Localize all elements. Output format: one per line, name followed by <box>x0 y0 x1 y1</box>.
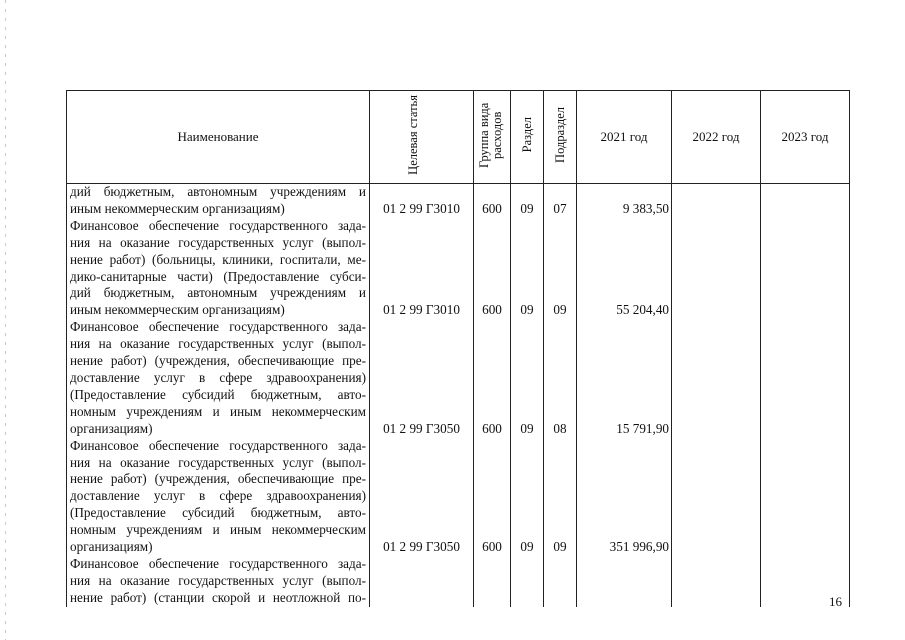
target-article-cell <box>370 573 474 590</box>
name-cell: (Предоставление субсидий бюджетным, авто- <box>67 387 370 404</box>
expense-group-cell <box>474 218 511 235</box>
table-row <box>67 269 850 286</box>
expense-group-cell <box>474 556 511 573</box>
year-2023-cell <box>761 370 850 387</box>
year-2021-cell <box>577 269 672 286</box>
expense-group-cell <box>474 252 511 269</box>
year-2022-cell <box>672 539 761 556</box>
subsection-cell: 08 <box>544 421 577 438</box>
year-2022-cell <box>672 184 761 201</box>
header-year-2021: 2021 год <box>577 91 672 184</box>
year-2023-cell <box>761 421 850 438</box>
name-cell: дико-санитарные части) (Предоставление субси- <box>67 269 370 286</box>
table-row <box>67 319 850 336</box>
year-2021-cell <box>577 471 672 488</box>
target-article-cell <box>370 455 474 472</box>
year-2022-cell <box>672 285 761 302</box>
year-2023-cell <box>761 269 850 286</box>
header-section: Раздел <box>511 91 544 184</box>
header-subsection: Подраздел <box>544 91 577 184</box>
year-2021-cell <box>577 387 672 404</box>
table-row <box>67 522 850 539</box>
subsection-cell <box>544 218 577 235</box>
year-2023-cell <box>761 556 850 573</box>
year-2023-cell <box>761 201 850 218</box>
name-cell: ния на оказание государственных услуг (выпол- <box>67 573 370 590</box>
section-cell <box>511 319 544 336</box>
subsection-cell <box>544 235 577 252</box>
expense-group-cell <box>474 336 511 353</box>
year-2021-cell <box>577 235 672 252</box>
year-2022-cell <box>672 421 761 438</box>
target-article-cell <box>370 505 474 522</box>
subsection-cell <box>544 184 577 201</box>
year-2021-cell: 9 383,50 <box>577 201 672 218</box>
section-cell <box>511 218 544 235</box>
subsection-cell <box>544 573 577 590</box>
subsection-cell <box>544 455 577 472</box>
year-2022-cell <box>672 590 761 607</box>
year-2023-cell <box>761 539 850 556</box>
table-row <box>67 336 850 353</box>
target-article-cell: 01 2 99 Г3050 <box>370 539 474 556</box>
expense-group-cell <box>474 505 511 522</box>
name-cell: номным учреждениям и иным некоммерческим <box>67 404 370 421</box>
name-cell: номным учреждениям и иным некоммерческим <box>67 522 370 539</box>
section-cell <box>511 336 544 353</box>
year-2021-cell <box>577 319 672 336</box>
subsection-cell <box>544 370 577 387</box>
table-row <box>67 353 850 370</box>
table-row <box>67 404 850 421</box>
header-expense-group: Группа вида расходов <box>474 91 511 184</box>
year-2021-cell <box>577 184 672 201</box>
year-2022-cell <box>672 353 761 370</box>
year-2022-cell <box>672 302 761 319</box>
year-2022-cell <box>672 370 761 387</box>
year-2021-cell: 55 204,40 <box>577 302 672 319</box>
year-2022-cell <box>672 201 761 218</box>
expense-group-cell <box>474 387 511 404</box>
year-2021-cell: 351 996,90 <box>577 539 672 556</box>
target-article-cell <box>370 235 474 252</box>
table-header-row <box>67 91 850 184</box>
subsection-cell <box>544 353 577 370</box>
year-2021-cell <box>577 590 672 607</box>
subsection-cell <box>544 319 577 336</box>
subsection-cell: 07 <box>544 201 577 218</box>
year-2021-cell <box>577 353 672 370</box>
year-2022-cell <box>672 505 761 522</box>
year-2022-cell <box>672 218 761 235</box>
year-2023-cell <box>761 252 850 269</box>
target-article-cell <box>370 319 474 336</box>
table-row <box>67 285 850 302</box>
year-2023-cell <box>761 387 850 404</box>
expense-group-cell <box>474 471 511 488</box>
header-year-2023: 2023 год <box>761 91 850 184</box>
year-2023-cell <box>761 471 850 488</box>
expense-group-cell <box>474 269 511 286</box>
year-2023-cell <box>761 319 850 336</box>
name-cell: организациям) <box>67 539 370 556</box>
expense-group-cell <box>474 370 511 387</box>
section-cell: 09 <box>511 539 544 556</box>
table-row <box>67 556 850 573</box>
section-cell <box>511 438 544 455</box>
table-row <box>67 302 850 319</box>
section-cell <box>511 184 544 201</box>
name-cell: нение работ) (больницы, клиники, госпитали, ме- <box>67 252 370 269</box>
expense-group-cell: 600 <box>474 201 511 218</box>
year-2021-cell <box>577 404 672 421</box>
year-2022-cell <box>672 471 761 488</box>
year-2023-cell <box>761 184 850 201</box>
target-article-cell <box>370 404 474 421</box>
target-article-cell <box>370 353 474 370</box>
name-cell: Финансовое обеспечение государственного зада- <box>67 218 370 235</box>
section-cell <box>511 404 544 421</box>
name-cell: ния на оказание государственных услуг (выпол- <box>67 336 370 353</box>
target-article-cell <box>370 438 474 455</box>
target-article-cell <box>370 252 474 269</box>
year-2022-cell <box>672 269 761 286</box>
name-cell: Финансовое обеспечение государственного зада- <box>67 556 370 573</box>
table-body <box>67 184 850 607</box>
year-2023-cell <box>761 353 850 370</box>
expense-group-cell: 600 <box>474 421 511 438</box>
year-2021-cell <box>577 370 672 387</box>
header-name: Наименование <box>67 91 370 184</box>
target-article-cell: 01 2 99 Г3050 <box>370 421 474 438</box>
section-cell <box>511 488 544 505</box>
table-row <box>67 539 850 556</box>
table-row <box>67 590 850 607</box>
target-article-cell <box>370 488 474 505</box>
expense-group-cell <box>474 285 511 302</box>
subsection-cell: 09 <box>544 302 577 319</box>
header-year-2022: 2022 год <box>672 91 761 184</box>
table-row <box>67 421 850 438</box>
year-2022-cell <box>672 522 761 539</box>
name-cell: дий бюджетным, автономным учреждениям и <box>67 285 370 302</box>
name-cell: нение работ) (станции скорой и неотложной по- <box>67 590 370 607</box>
year-2023-cell <box>761 505 850 522</box>
section-cell <box>511 252 544 269</box>
name-cell: ния на оказание государственных услуг (выпол- <box>67 235 370 252</box>
name-cell: нение работ) (учреждения, обеспечивающие пре- <box>67 471 370 488</box>
subsection-cell: 09 <box>544 539 577 556</box>
section-cell <box>511 590 544 607</box>
year-2022-cell <box>672 438 761 455</box>
section-cell <box>511 269 544 286</box>
year-2021-cell <box>577 336 672 353</box>
subsection-cell <box>544 285 577 302</box>
table-row <box>67 370 850 387</box>
year-2022-cell <box>672 455 761 472</box>
expense-group-cell <box>474 455 511 472</box>
table-row <box>67 184 850 201</box>
target-article-cell <box>370 522 474 539</box>
name-cell: ния на оказание государственных услуг (выпол- <box>67 455 370 472</box>
year-2023-cell <box>761 438 850 455</box>
year-2022-cell <box>672 404 761 421</box>
target-article-cell <box>370 336 474 353</box>
year-2023-cell <box>761 235 850 252</box>
name-cell: иным некоммерческим организациям) <box>67 201 370 218</box>
year-2021-cell <box>577 488 672 505</box>
year-2021-cell <box>577 252 672 269</box>
section-cell <box>511 522 544 539</box>
year-2022-cell <box>672 319 761 336</box>
section-cell: 09 <box>511 201 544 218</box>
expense-group-cell: 600 <box>474 302 511 319</box>
name-cell: Финансовое обеспечение государственного зада- <box>67 319 370 336</box>
target-article-cell <box>370 370 474 387</box>
name-cell: дий бюджетным, автономным учреждениям и <box>67 184 370 201</box>
section-cell <box>511 556 544 573</box>
subsection-cell <box>544 556 577 573</box>
name-cell: Финансовое обеспечение государственного зада- <box>67 438 370 455</box>
subsection-cell <box>544 269 577 286</box>
table-row <box>67 218 850 235</box>
year-2022-cell <box>672 252 761 269</box>
subsection-cell <box>544 590 577 607</box>
year-2023-cell <box>761 573 850 590</box>
year-2021-cell <box>577 438 672 455</box>
table-row <box>67 387 850 404</box>
section-cell <box>511 370 544 387</box>
target-article-cell <box>370 184 474 201</box>
target-article-cell <box>370 285 474 302</box>
year-2021-cell: 15 791,90 <box>577 421 672 438</box>
target-article-cell <box>370 590 474 607</box>
target-article-cell: 01 2 99 Г3010 <box>370 302 474 319</box>
year-2021-cell <box>577 285 672 302</box>
expense-group-cell <box>474 319 511 336</box>
subsection-cell <box>544 522 577 539</box>
expense-group-cell <box>474 235 511 252</box>
year-2023-cell <box>761 285 850 302</box>
year-2022-cell <box>672 573 761 590</box>
year-2023-cell <box>761 302 850 319</box>
year-2023-cell <box>761 488 850 505</box>
name-cell: иным некоммерческим организациям) <box>67 302 370 319</box>
subsection-cell <box>544 387 577 404</box>
table-row <box>67 235 850 252</box>
table-row <box>67 455 850 472</box>
year-2022-cell <box>672 488 761 505</box>
expense-group-cell <box>474 590 511 607</box>
page-number: 16 <box>829 594 842 609</box>
year-2021-cell <box>577 573 672 590</box>
name-cell: нение работ) (учреждения, обеспечивающие пре- <box>67 353 370 370</box>
subsection-cell <box>544 404 577 421</box>
expense-group-cell: 600 <box>474 539 511 556</box>
expense-group-cell <box>474 488 511 505</box>
year-2021-cell <box>577 218 672 235</box>
table-row <box>67 505 850 522</box>
section-cell <box>511 285 544 302</box>
expense-group-cell <box>474 438 511 455</box>
name-cell: организациям) <box>67 421 370 438</box>
table-row <box>67 252 850 269</box>
table-row <box>67 438 850 455</box>
name-cell: доставление услуг в сфере здравоохранения) <box>67 370 370 387</box>
section-cell: 09 <box>511 421 544 438</box>
header-target-article: Целевая статья <box>370 91 474 184</box>
section-cell <box>511 573 544 590</box>
expense-group-cell <box>474 573 511 590</box>
section-cell <box>511 455 544 472</box>
subsection-cell <box>544 505 577 522</box>
section-cell <box>511 387 544 404</box>
name-cell: (Предоставление субсидий бюджетным, авто- <box>67 505 370 522</box>
year-2022-cell <box>672 387 761 404</box>
table-row <box>67 488 850 505</box>
year-2023-cell <box>761 522 850 539</box>
section-cell <box>511 353 544 370</box>
subsection-cell <box>544 336 577 353</box>
section-cell <box>511 235 544 252</box>
table-row <box>67 201 850 218</box>
year-2022-cell <box>672 235 761 252</box>
section-cell <box>511 471 544 488</box>
year-2021-cell <box>577 505 672 522</box>
scan-edge-mark <box>5 0 6 640</box>
subsection-cell <box>544 252 577 269</box>
expense-group-cell <box>474 184 511 201</box>
section-cell <box>511 505 544 522</box>
target-article-cell <box>370 269 474 286</box>
year-2023-cell <box>761 336 850 353</box>
table-row <box>67 573 850 590</box>
year-2022-cell <box>672 556 761 573</box>
target-article-cell <box>370 387 474 404</box>
subsection-cell <box>544 471 577 488</box>
year-2023-cell <box>761 218 850 235</box>
year-2022-cell <box>672 336 761 353</box>
table-row <box>67 471 850 488</box>
expense-group-cell <box>474 404 511 421</box>
name-cell: доставление услуг в сфере здравоохранения) <box>67 488 370 505</box>
target-article-cell: 01 2 99 Г3010 <box>370 201 474 218</box>
target-article-cell <box>370 218 474 235</box>
target-article-cell <box>370 471 474 488</box>
year-2023-cell <box>761 455 850 472</box>
expense-group-cell <box>474 522 511 539</box>
year-2021-cell <box>577 522 672 539</box>
year-2021-cell <box>577 556 672 573</box>
subsection-cell <box>544 438 577 455</box>
target-article-cell <box>370 556 474 573</box>
budget-table <box>66 90 850 607</box>
expense-group-cell <box>474 353 511 370</box>
year-2023-cell <box>761 404 850 421</box>
section-cell: 09 <box>511 302 544 319</box>
year-2021-cell <box>577 455 672 472</box>
subsection-cell <box>544 488 577 505</box>
